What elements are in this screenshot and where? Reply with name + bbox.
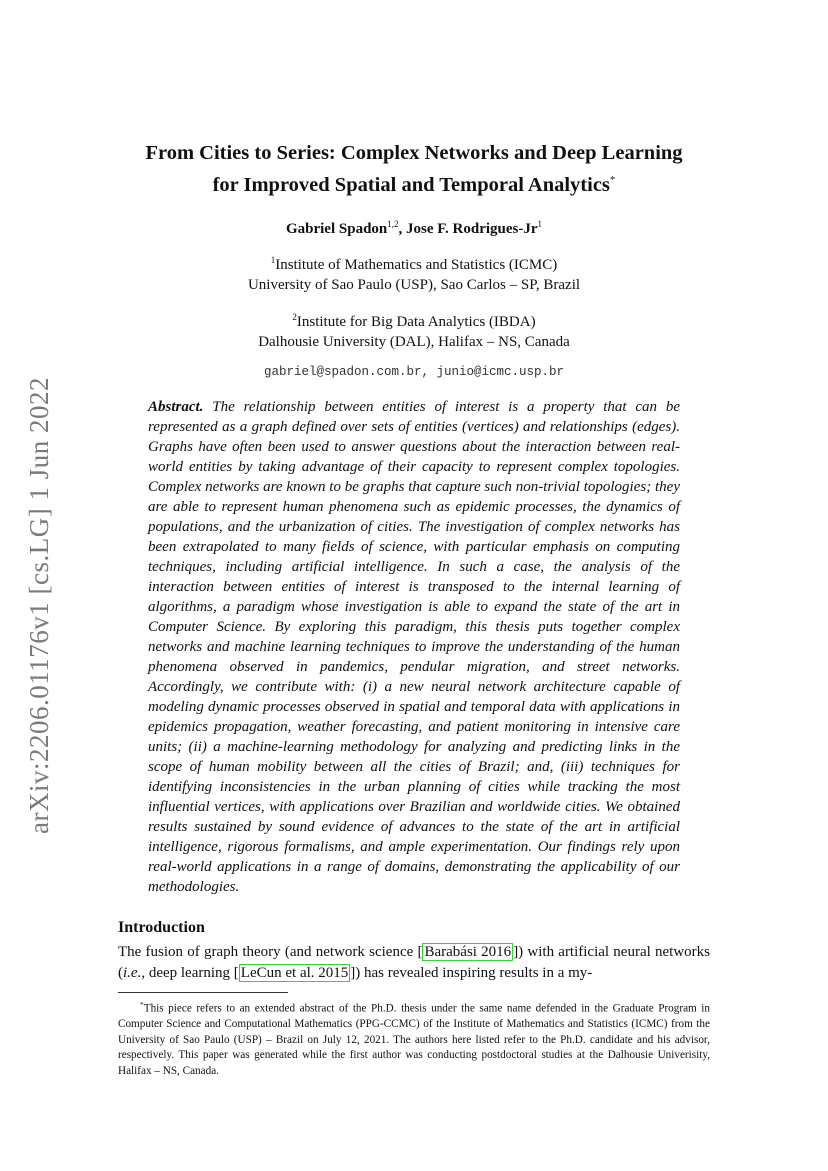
intro-text: ]) with artificial neural networks (	[118, 943, 710, 981]
intro-text: The fusion of graph theory (and network science [	[118, 943, 423, 960]
abstract-text: The relationship between entities of interest is a property that can be represented as a graph defined over sets of entities (vertices) and relationships (edges). Graphs have often been used to answer questions about the interaction between real-world entities by taking advantage of their capacity to represent complex topologies. Complex networks are known to be graphs that capture such non-trivial topologies; they are able to represent human phenomena such as epidemic processes, the dynamics of populations, and the urbanization of cities. The investigation of complex networks has been extrapolated to many fields of science, with particular emphasis on computing techniques, including artificial intelligence. In such a case, the analysis of the interaction between entities of interest is transposed to the internal learning of algorithms, a paradigm whose investigation is able to expand the state of the art in Computer Science. By exploring this paradigm, this thesis puts together complex networks and machine learning techniques to improve the understanding of the human phenomena observed in pandemics, pendular migration, and street networks. Accordingly, we contribute with: (i) a new neural network architecture capable of modeling dynamic processes observed in spatial and temporal data with applications in epidemics propagation, weather forecasting, and patient monitoring in intensive care units; (ii) a machine-learning methodology for analyzing and predicting links in the scope of human mobility between all the cities of Brazil; and, (iii) techniques for identifying inconsistencies in the urban planning of cities while tracking the most influential vertices, with applications over Brazilian and worldwide cities. We obtained results sustained by sound evidence of advances to the state of the art in artificial intelligence, rigorous formalisms, and ample experimentation. Our findings rely upon real-world applications in a range of domains, demonstrating the applicability of our methodologies.	[148, 398, 681, 895]
introduction-paragraph	[118, 942, 710, 984]
footnote	[118, 997, 710, 1080]
affiliation-2	[118, 307, 710, 352]
arxiv-identifier	[14, 370, 64, 840]
abstract	[148, 397, 680, 897]
footnote-rule	[118, 992, 288, 993]
citation-link-barabasi[interactable]: Barabási 2016	[424, 943, 512, 960]
intro-emphasis: i.e.	[123, 964, 142, 981]
affiliation-line: Dalhousie University (DAL), Halifax – NS, Canada	[258, 333, 570, 350]
section-heading-introduction: Introduction	[118, 918, 205, 936]
affiliation-sup: 1	[270, 254, 276, 265]
footnote-mark: *	[140, 999, 144, 1009]
affiliation-sup: 2	[292, 311, 297, 322]
arxiv-identifier-text: arXiv:2206.01176v1 [cs.LG] 1 Jun 2022	[23, 376, 54, 834]
footnote-text: This piece refers to an extended abstract of the Ph.D. thesis under the same name defended in the Graduate Program in Computer Science and Computational Mathematics (PPG-CCMC) of the Institute of Mathematics and Statistics (ICMC) from the University of Sao Paulo (USP) – Brazil on July 12, 2021. The authors here listed refer to the Ph.D. candidate and his advisor, respectively. This paper was generated while the first author was conducting postdoctoral studies at the Dalhousie Univerisity, Halifax – NS, Canada.	[118, 1002, 710, 1077]
author-emails: gabriel@spadon.com.br, junio@icmc.usp.br	[263, 364, 565, 379]
author-affil-sup: 1	[537, 218, 543, 229]
author-separator: ,	[398, 220, 406, 237]
citation-link-lecun[interactable]: LeCun et al. 2015	[240, 964, 349, 981]
author-name: Gabriel Spadon	[285, 220, 388, 237]
paper-page	[118, 140, 710, 1080]
affiliation-line: Institute of Mathematics and Statistics (ICMC)	[275, 256, 558, 273]
affiliation-1	[118, 250, 710, 295]
intro-text: ]) has revealed inspiring results in a my-	[350, 964, 593, 981]
affiliation-line: University of Sao Paulo (USP), Sao Carlos – SP, Brazil	[247, 276, 581, 293]
title-footnote-mark: *	[609, 174, 616, 186]
title-line-2: for Improved Spatial and Temporal Analytics	[212, 173, 610, 196]
abstract-label: Abstract.	[148, 398, 204, 415]
affiliation-line: Institute for Big Data Analytics (IBDA)	[296, 313, 536, 330]
paper-title	[118, 140, 710, 199]
author-affil-sup: 1,2	[387, 218, 399, 229]
author-list	[118, 219, 710, 238]
intro-text: , deep learning [	[141, 964, 239, 981]
title-line-1: From Cities to Series: Complex Networks and Deep Learning	[145, 142, 683, 164]
author-name: Jose F. Rodrigues-Jr	[406, 220, 538, 237]
